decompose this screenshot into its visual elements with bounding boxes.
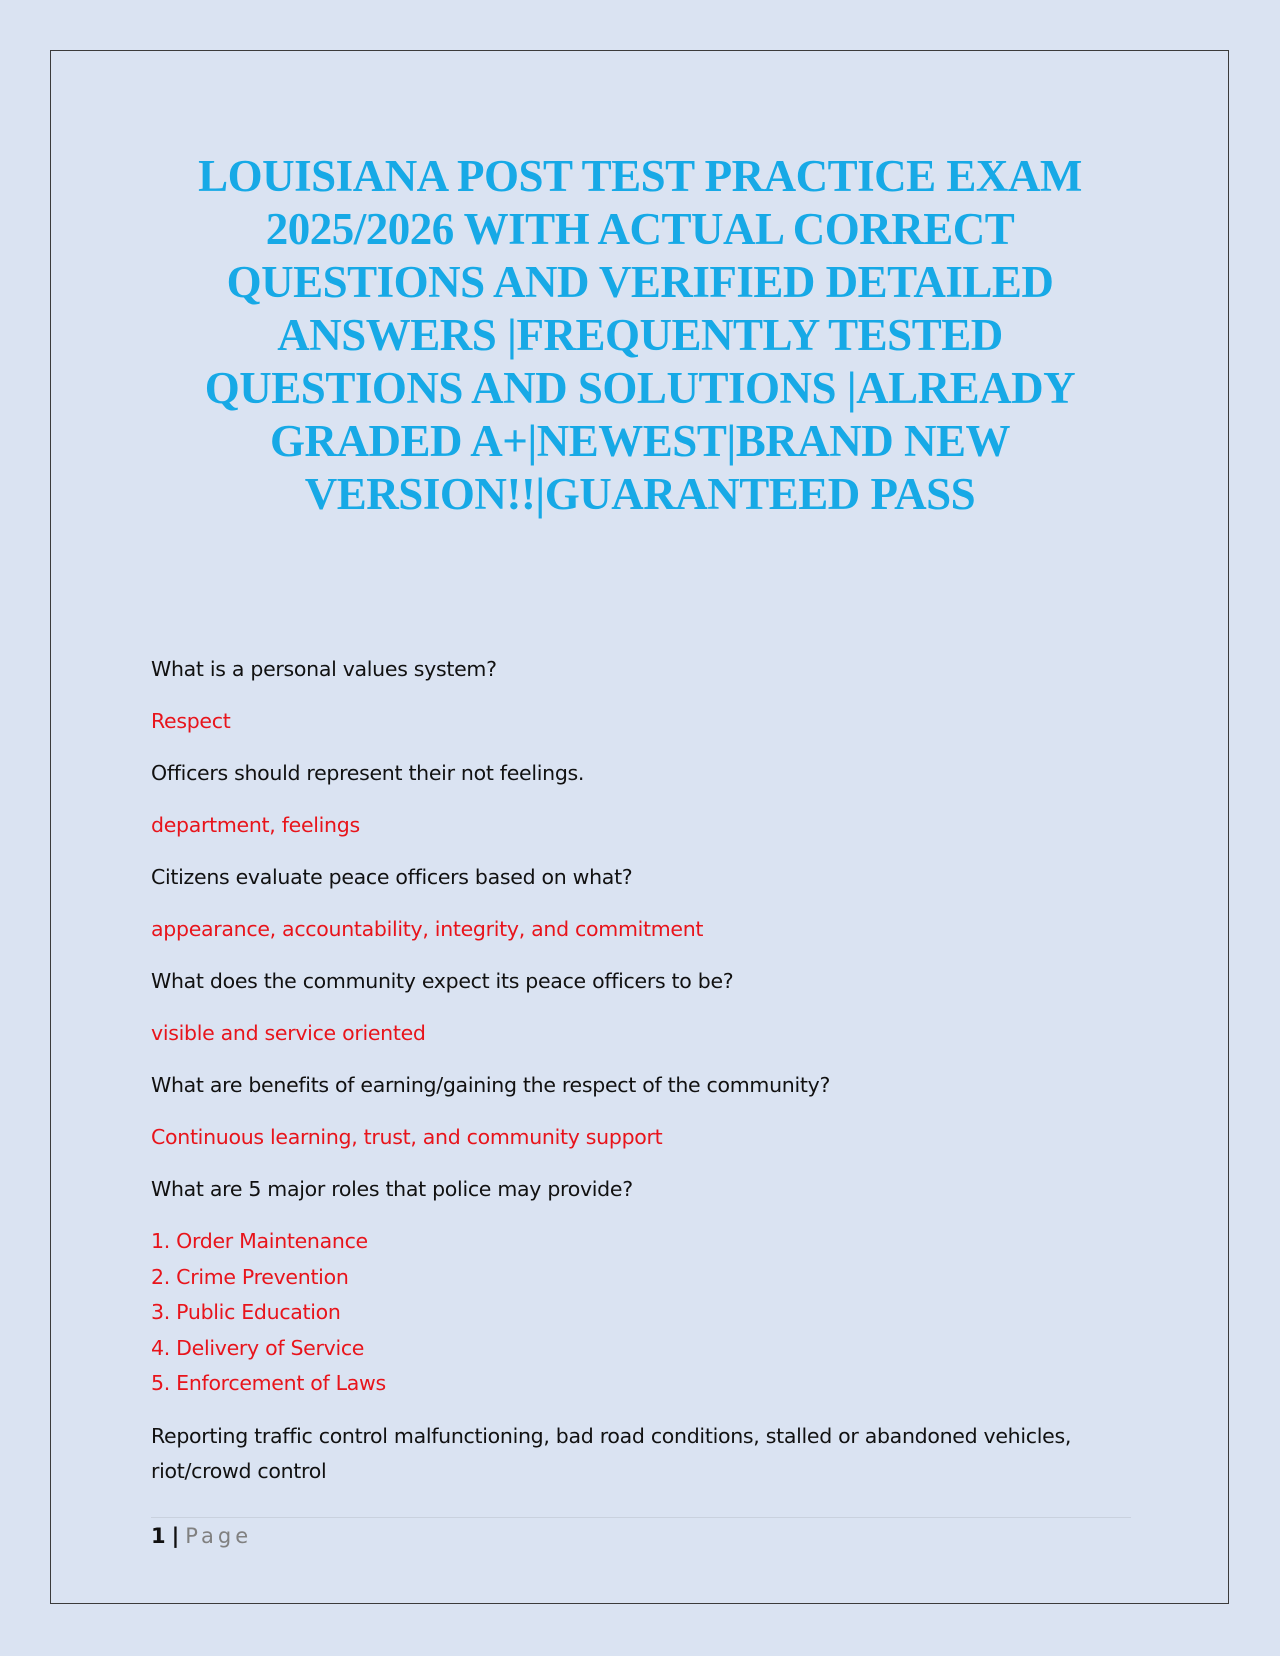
page-number: 1 [151, 1524, 166, 1548]
list-item: 2. Crime Prevention [151, 1264, 349, 1289]
question: Citizens evaluate peace officers based on what? [151, 865, 633, 889]
question: Officers should represent their not feelings. [151, 761, 585, 785]
page-label: Page [185, 1524, 253, 1548]
answer: Respect [151, 709, 231, 733]
question: What are benefits of earning/gaining the respect of the community? [151, 1073, 831, 1097]
question: What is a personal values system? [151, 657, 497, 681]
footer-separator: | [171, 1524, 180, 1548]
list-item: 1. Order Maintenance [151, 1229, 368, 1253]
question: Reporting traffic control malfunctioning, bad road conditions, stalled or abandoned vehicles, riot/crowd control [151, 1423, 1072, 1483]
roles-list [151, 1224, 1131, 1402]
answer: visible and service oriented [151, 1021, 426, 1045]
page-footer [151, 1521, 252, 1551]
qa-content [151, 652, 1131, 1506]
question: What are 5 major roles that police may provide? [151, 1177, 633, 1201]
list-item: 5. Enforcement of Laws [151, 1371, 386, 1395]
list-item: 3. Public Education [151, 1300, 341, 1324]
list-item: 4. Delivery of Service [151, 1335, 365, 1360]
document-title: LOUISIANA POST TEST PRACTICE EXAM 2025/2026 WITH ACTUAL CORRECT QUESTIONS AND VERIFIED DETAILED ANSWERS |FREQUENTLY TESTED QUESTIONS AND SOLUTIONS |ALREADY GRADED A+|NEWEST|BRAND NEW VERSION!!|GUARANTEED PASS [198, 151, 1082, 519]
answer: department, feelings [151, 813, 360, 837]
answer: Continuous learning, trust, and community support [151, 1125, 663, 1149]
answer: appearance, accountability, integrity, and commitment [151, 917, 704, 941]
footer-divider [151, 1517, 1131, 1518]
question: What does the community expect its peace officers to be? [151, 969, 734, 993]
